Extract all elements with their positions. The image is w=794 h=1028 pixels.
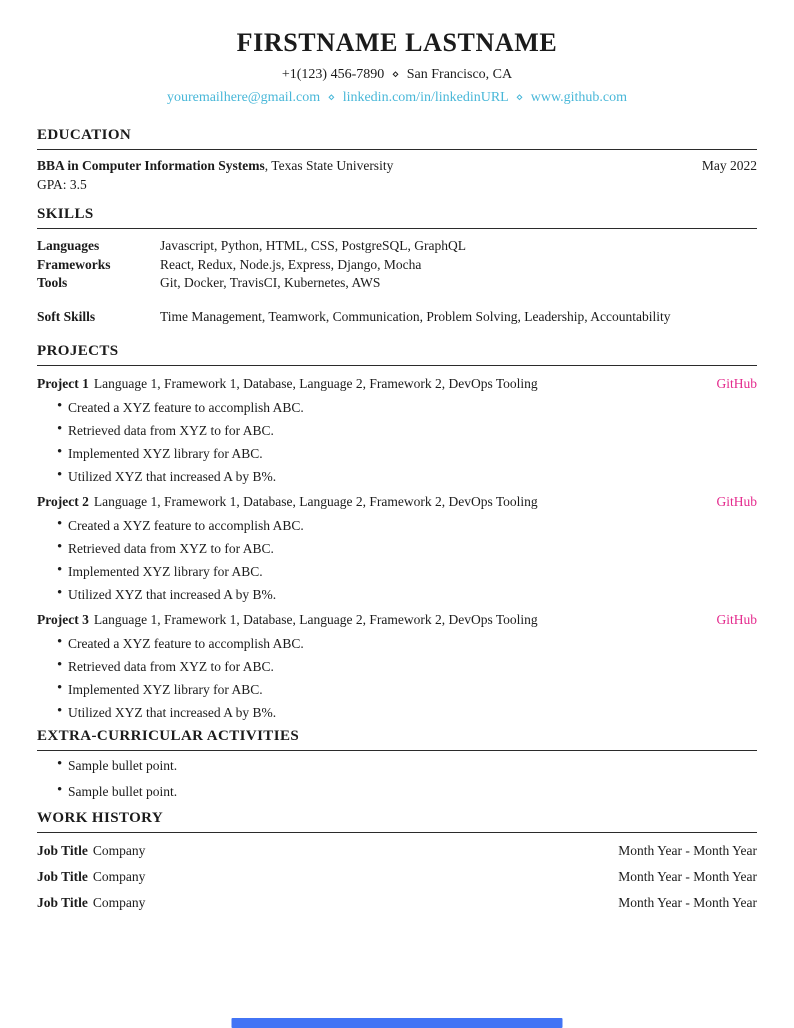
section-work-history (37, 810, 757, 912)
extracurricular-bullet: • Sample bullet point. (37, 758, 757, 773)
work-dates: Month Year - Month Year (618, 843, 757, 858)
skill-row (37, 237, 757, 256)
diamond-icon: ⋄ (327, 90, 336, 104)
project-bullet: • Implemented XYZ library for ABC. (37, 682, 757, 697)
work-dates: Month Year - Month Year (618, 869, 757, 884)
project-bullet-list (37, 636, 757, 720)
work-dates: Month Year - Month Year (618, 895, 757, 910)
email-link[interactable]: youremailhere@gmail.com (166, 90, 321, 105)
project-title: Project 2 (37, 494, 89, 509)
company-text: Company (92, 895, 146, 910)
extracurricular-bullet-list (37, 758, 757, 799)
project-bullet: • Implemented XYZ library for ABC. (37, 446, 757, 461)
diamond-icon: ⋄ (515, 90, 524, 104)
work-left (37, 841, 145, 860)
section-education (37, 127, 757, 194)
project-github-link[interactable]: GitHub (716, 376, 757, 391)
project-bullet: • Implemented XYZ library for ABC. (37, 564, 757, 579)
project-bullet: • Created a XYZ feature to accomplish ABC. (37, 400, 757, 415)
project-github (717, 374, 758, 393)
project-bullet: • Created a XYZ feature to accomplish ABC. (37, 518, 757, 533)
project-bullet: • Retrieved data from XYZ to for ABC. (37, 423, 757, 438)
project-bullet-list (37, 518, 757, 602)
project-bullet: • Utilized XYZ that increased A by B%. (37, 469, 757, 484)
project-title: Project 3 (37, 612, 89, 627)
skill-value: React, Redux, Node.js, Express, Django, Mocha (160, 256, 422, 272)
phone-text: +1(123) 456-7890 (281, 67, 385, 82)
links-line (37, 88, 757, 107)
job-title: Job Title (37, 895, 88, 910)
project-github-link[interactable]: GitHub (716, 494, 757, 509)
github-profile-link[interactable]: www.github.com (530, 90, 628, 105)
soft-skills-row (37, 308, 757, 327)
skill-label: Tools (37, 275, 68, 290)
section-heading-extracurricular: EXTRA-CURRICULAR ACTIVITIES (37, 728, 757, 751)
section-heading-skills: SKILLS (37, 206, 757, 229)
project-bullet: • Created a XYZ feature to accomplish ABC. (37, 636, 757, 651)
gpa-text: GPA: 3.5 (37, 176, 87, 192)
degree-title: BBA in Computer Information Systems (37, 158, 265, 173)
project-block (37, 374, 757, 484)
education-date: May 2022 (701, 158, 757, 173)
skill-label: Soft Skills (37, 308, 96, 324)
university-text: , Texas State University (264, 158, 394, 173)
project-header (37, 492, 757, 511)
project-github (717, 610, 758, 629)
location-text: San Francisco, CA (406, 67, 513, 82)
work-left (37, 893, 145, 912)
diamond-icon: ⋄ (391, 67, 400, 81)
job-title: Job Title (37, 843, 88, 858)
bottom-progress-bar (232, 1018, 563, 1028)
project-block (37, 492, 757, 602)
skill-row (37, 256, 757, 275)
project-bullet: • Utilized XYZ that increased A by B%. (37, 705, 757, 720)
job-title: Job Title (37, 869, 88, 884)
project-header (37, 374, 757, 393)
section-extracurricular (37, 728, 757, 799)
project-stack: Language 1, Framework 1, Database, Language 2, Framework 2, DevOps Tooling (93, 376, 538, 391)
name-heading: FIRSTNAME LASTNAME (236, 28, 558, 57)
section-heading-education: EDUCATION (37, 127, 757, 150)
work-rows (37, 841, 757, 912)
project-bullet-list (37, 400, 757, 484)
work-row (37, 893, 757, 912)
work-row (37, 841, 757, 860)
skill-label: Frameworks (37, 256, 111, 272)
skill-value: Git, Docker, TravisCI, Kubernetes, AWS (160, 275, 381, 290)
work-row (37, 867, 757, 886)
extracurricular-bullet: • Sample bullet point. (37, 784, 757, 799)
project-title: Project 1 (37, 376, 89, 391)
work-left (37, 867, 145, 886)
skill-label: Languages (37, 238, 100, 253)
section-heading-work-history: WORK HISTORY (37, 810, 757, 833)
project-bullet: • Retrieved data from XYZ to for ABC. (37, 541, 757, 556)
project-github (717, 492, 758, 511)
project-header (37, 610, 757, 629)
skill-value: Time Management, Teamwork, Communication, Problem Solving, Leadership, Accountability (160, 308, 671, 324)
section-heading-projects: PROJECTS (37, 343, 757, 366)
company-text: Company (92, 869, 146, 884)
project-stack: Language 1, Framework 1, Database, Language 2, Framework 2, DevOps Tooling (93, 494, 538, 509)
linkedin-link[interactable]: linkedin.com/in/linkedinURL (342, 90, 509, 105)
education-degree-line (37, 157, 393, 176)
education-row (37, 157, 757, 176)
company-text: Company (92, 843, 146, 858)
project-bullet: • Utilized XYZ that increased A by B%. (37, 587, 757, 602)
contact-line (37, 65, 757, 84)
project-bullet: • Retrieved data from XYZ to for ABC. (37, 659, 757, 674)
project-github-link[interactable]: GitHub (716, 612, 757, 627)
skill-value: Javascript, Python, HTML, CSS, PostgreSQL, GraphQL (160, 238, 466, 253)
section-projects (37, 343, 757, 720)
project-stack: Language 1, Framework 1, Database, Language 2, Framework 2, DevOps Tooling (93, 612, 538, 627)
skills-table (37, 237, 757, 326)
skill-row (37, 274, 757, 293)
project-block (37, 610, 757, 720)
section-skills (37, 206, 757, 326)
